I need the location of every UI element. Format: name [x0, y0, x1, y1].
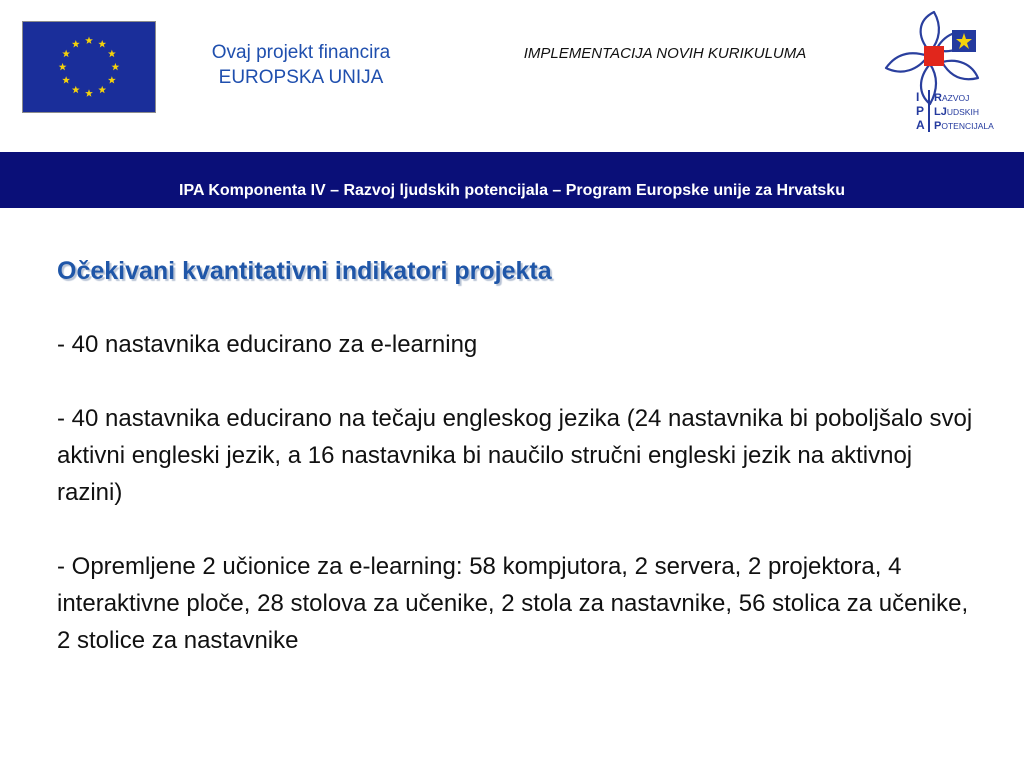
eu-star-icon	[98, 40, 106, 47]
banner-text: IPA Komponenta IV – Razvoj ljudskih potencijala – Program Europske unije za Hrvatsku	[179, 182, 845, 199]
eu-star-icon	[85, 36, 93, 43]
ipa-letter-a: A	[916, 118, 925, 132]
logo-line-3-initial: P	[934, 120, 942, 132]
ipa-letter-i: I	[916, 90, 920, 104]
funding-line-2: EUROPSKA UNIJA	[218, 67, 384, 88]
logo-line-2-rest: UDSKIH	[946, 107, 979, 117]
eu-star-icon	[85, 89, 93, 96]
ipa-letter-p: P	[916, 104, 925, 118]
indicator-item: - 40 nastavnika educirano na tečaju engleskog jezika (24 nastavnika bi poboljšalo svoj aktivni engleski jezik, a 16 nastavnika bi naučilo stručni engleski jezik na aktivnoj razini)	[57, 405, 973, 506]
funding-notice	[166, 40, 436, 90]
indicator-list	[57, 326, 977, 696]
slide-title: Očekivani kvantitativni indikatori projekta	[57, 257, 552, 285]
eu-star-icon	[72, 40, 80, 47]
eu-star-icon	[98, 86, 106, 93]
svg-text:LJUDSKIH	[934, 106, 979, 118]
ipa-logo	[872, 6, 1012, 138]
indicator-item: - Opremljene 2 učionice za e-learning: 58 kompjutora, 2 servera, 2 projektora, 4 interaktivne ploče, 28 stolova za učenike, 2 stola za nastavnike, 56 stolica za učenike, 2 stolice za nastavnike	[57, 553, 969, 654]
funding-line-1: Ovaj projekt financira	[211, 42, 391, 63]
eu-star-icon	[59, 63, 67, 70]
svg-text:POTENCIJALA	[934, 120, 994, 132]
eu-star-icon	[108, 76, 116, 83]
eu-star-icon	[62, 50, 70, 57]
logo-line-1-initial: R	[934, 92, 942, 104]
logo-line-2-initial: LJ	[934, 106, 947, 118]
program-banner	[0, 152, 1024, 208]
eu-flag-logo	[22, 21, 156, 113]
logo-line-3-rest: OTENCIJALA	[941, 121, 994, 131]
eu-star-icon	[62, 76, 70, 83]
logo-line-1-rest: AZVOJ	[941, 93, 970, 103]
svg-text:RAZVOJ	[934, 92, 969, 104]
eu-star-icon	[112, 63, 120, 70]
eu-star-icon	[108, 50, 116, 57]
eu-star-icon	[72, 86, 80, 93]
indicator-item: - 40 nastavnika educirano za e-learning	[57, 331, 478, 358]
project-title: IMPLEMENTACIJA NOVIH KURIKULUMA	[523, 45, 807, 62]
